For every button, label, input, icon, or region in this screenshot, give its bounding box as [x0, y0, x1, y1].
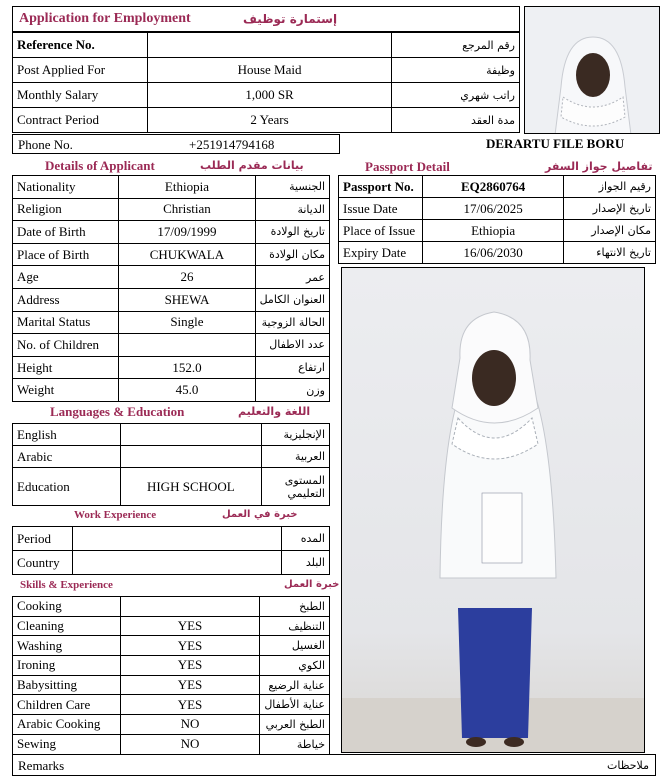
- field-label-ar: ارتفاع: [255, 356, 329, 379]
- fullbody-photo: [341, 267, 645, 753]
- field-label-ar: خياطة: [260, 734, 330, 754]
- field-label: Arabic Cooking: [13, 715, 121, 735]
- table-row: [13, 83, 520, 108]
- field-value: HIGH SCHOOL: [120, 468, 262, 506]
- headshot-image: [525, 7, 660, 134]
- table-row: [13, 551, 330, 575]
- field-value: NO: [120, 715, 260, 735]
- field-label: Sewing: [13, 734, 121, 754]
- field-label-ar: عدد الاطفال: [255, 334, 329, 357]
- field-value: YES: [120, 636, 260, 656]
- table-row: [13, 695, 330, 715]
- field-value: YES: [120, 656, 260, 676]
- field-label-ar: العربية: [262, 446, 330, 468]
- title-ar: إستمارة توظيف: [243, 12, 338, 26]
- field-label: Religion: [13, 198, 119, 221]
- field-value: Ethiopia: [119, 176, 255, 199]
- field-value: 16/06/2030: [422, 242, 563, 264]
- field-label-ar: مكان الإصدار: [564, 220, 656, 242]
- field-label: Expiry Date: [339, 242, 423, 264]
- field-label-ar: الطبخ: [260, 597, 330, 617]
- field-label: Address: [13, 288, 119, 311]
- table-row: [13, 221, 330, 244]
- table-row: [13, 597, 330, 617]
- field-label-ar: المستوى التعليمي: [262, 468, 330, 506]
- table-row: [13, 379, 330, 402]
- field-value: NO: [120, 734, 260, 754]
- field-label-ar: مكان الولادة: [255, 243, 329, 266]
- field-label: Age: [13, 266, 119, 289]
- table-row: [13, 715, 330, 735]
- field-label-ar: المده: [282, 527, 330, 551]
- title-en: Application for Employment: [19, 11, 191, 26]
- field-value: [120, 597, 260, 617]
- field-label: English: [13, 424, 121, 446]
- field-label: Cooking: [13, 597, 121, 617]
- table-row: [13, 266, 330, 289]
- field-value: [72, 527, 281, 551]
- field-value: Christian: [119, 198, 255, 221]
- table-row: [13, 356, 330, 379]
- field-label: Passport No.: [339, 176, 423, 198]
- field-value: YES: [120, 695, 260, 715]
- field-label-ar: العنوان الكامل: [255, 288, 329, 311]
- field-label-ar: الإنجليزية: [262, 424, 330, 446]
- field-label: Contract Period: [13, 108, 148, 133]
- field-label: Cleaning: [13, 616, 121, 636]
- headshot-photo: [524, 6, 660, 134]
- header-row: [12, 6, 520, 32]
- field-value: YES: [120, 675, 260, 695]
- table-row: [339, 176, 656, 198]
- field-value: SHEWA: [119, 288, 255, 311]
- passport-heading-en: Passport Detail: [365, 159, 450, 174]
- field-value: [147, 33, 391, 58]
- field-label: Post Applied For: [13, 58, 148, 83]
- field-value: CHUKWALA: [119, 243, 255, 266]
- field-value: 1,000 SR: [147, 83, 391, 108]
- field-label-ar: وظيفة: [392, 58, 520, 83]
- field-label: Arabic: [13, 446, 121, 468]
- field-label-ar: عناية الأطفال: [260, 695, 330, 715]
- passport-heading-ar: تفاصيل جواز السفر: [545, 160, 653, 173]
- field-label: Place of Issue: [339, 220, 423, 242]
- field-label-ar: البلد: [282, 551, 330, 575]
- table-row: [13, 636, 330, 656]
- field-label-ar: الغسيل: [260, 636, 330, 656]
- field-label-ar: الكوي: [260, 656, 330, 676]
- skills-heading-en: Skills & Experience: [20, 579, 113, 591]
- field-label-ar: تاريخ الولادة: [255, 221, 329, 244]
- table-row: [13, 675, 330, 695]
- field-value: [120, 424, 262, 446]
- field-label: Date of Birth: [13, 221, 119, 244]
- work-heading-ar: خبرة في العمل: [222, 509, 298, 520]
- field-label-ar: الجنسية: [255, 176, 329, 199]
- field-label: Country: [13, 551, 73, 575]
- field-label: Children Care: [13, 695, 121, 715]
- field-value: YES: [120, 616, 260, 636]
- field-value: 17/06/2025: [422, 198, 563, 220]
- field-label-ar: الطبخ العربي: [260, 715, 330, 735]
- field-value: [72, 551, 281, 575]
- remarks-label: Remarks: [18, 758, 65, 773]
- field-label: Education: [13, 468, 121, 506]
- applicant-name: DERARTU FILE BORU: [486, 136, 625, 151]
- skills-heading-ar: خبرة العمل: [284, 579, 340, 590]
- work-heading-en: Work Experience: [74, 509, 157, 521]
- field-label-ar: الديانة: [255, 198, 329, 221]
- field-label: Monthly Salary: [13, 83, 148, 108]
- table-row: [13, 468, 330, 506]
- table-row: [13, 527, 330, 551]
- field-label: Place of Birth: [13, 243, 119, 266]
- field-label-ar: وزن: [255, 379, 329, 402]
- field-value: 45.0: [119, 379, 255, 402]
- table-row: [13, 288, 330, 311]
- field-value: Ethiopia: [422, 220, 563, 242]
- table-row: [13, 334, 330, 357]
- languages-table: [12, 423, 330, 506]
- field-label: Weight: [13, 379, 119, 402]
- table-row: [339, 198, 656, 220]
- passport-table: [338, 175, 656, 264]
- table-row: [339, 220, 656, 242]
- remarks-label-ar: ملاحظات: [607, 759, 649, 772]
- field-label-ar: رقم المرجع: [392, 33, 520, 58]
- phone-value: +251914794168: [189, 137, 275, 152]
- applicant-heading-ar: بيانات مقدم الطلب: [200, 159, 304, 172]
- field-value: 152.0: [119, 356, 255, 379]
- field-label: Marital Status: [13, 311, 119, 334]
- field-label-ar: راتب شهري: [392, 83, 520, 108]
- languages-heading-en: Languages & Education: [50, 404, 185, 419]
- phone-label: Phone No.: [18, 137, 73, 152]
- table-row: [13, 311, 330, 334]
- field-label: Issue Date: [339, 198, 423, 220]
- table-row: [13, 446, 330, 468]
- field-value: Single: [119, 311, 255, 334]
- table-row: [13, 656, 330, 676]
- field-label-ar: رقيم الجواز: [564, 176, 656, 198]
- table-row: [13, 616, 330, 636]
- field-label-ar: عناية الرضيع: [260, 675, 330, 695]
- field-label: Reference No.: [13, 33, 148, 58]
- skills-table: [12, 596, 330, 755]
- table-row: [13, 176, 330, 199]
- field-label: Period: [13, 527, 73, 551]
- table-row: [13, 243, 330, 266]
- field-label-ar: تاريخ الإصدار: [564, 198, 656, 220]
- table-row: [13, 198, 330, 221]
- field-label: Ironing: [13, 656, 121, 676]
- languages-heading-ar: اللغة والتعليم: [238, 405, 311, 418]
- field-label-ar: الحالة الزوجية: [255, 311, 329, 334]
- fullbody-image: [342, 268, 645, 753]
- work-table: [12, 526, 330, 575]
- field-label: Height: [13, 356, 119, 379]
- field-label-ar: عمر: [255, 266, 329, 289]
- field-label: Washing: [13, 636, 121, 656]
- phone-row: [12, 134, 340, 154]
- field-label: No. of Children: [13, 334, 119, 357]
- table-row: [13, 33, 520, 58]
- table-row: [13, 108, 520, 133]
- table-row: [339, 242, 656, 264]
- field-label: Nationality: [13, 176, 119, 199]
- table-row: [13, 734, 330, 754]
- field-label-ar: التنظيف: [260, 616, 330, 636]
- field-value: 17/09/1999: [119, 221, 255, 244]
- field-value: House Maid: [147, 58, 391, 83]
- field-value: [120, 446, 262, 468]
- field-value: EQ2860764: [422, 176, 563, 198]
- field-label: Babysitting: [13, 675, 121, 695]
- remarks-row: [12, 754, 656, 776]
- table-row: [13, 58, 520, 83]
- field-label-ar: تاريخ الانتهاء: [564, 242, 656, 264]
- applicant-table: [12, 175, 330, 402]
- table-row: [13, 424, 330, 446]
- field-label-ar: مدة العقد: [392, 108, 520, 133]
- field-value: 26: [119, 266, 255, 289]
- field-value: 2 Years: [147, 108, 391, 133]
- applicant-heading-en: Details of Applicant: [45, 158, 155, 173]
- field-value: [119, 334, 255, 357]
- top-table: [12, 32, 520, 133]
